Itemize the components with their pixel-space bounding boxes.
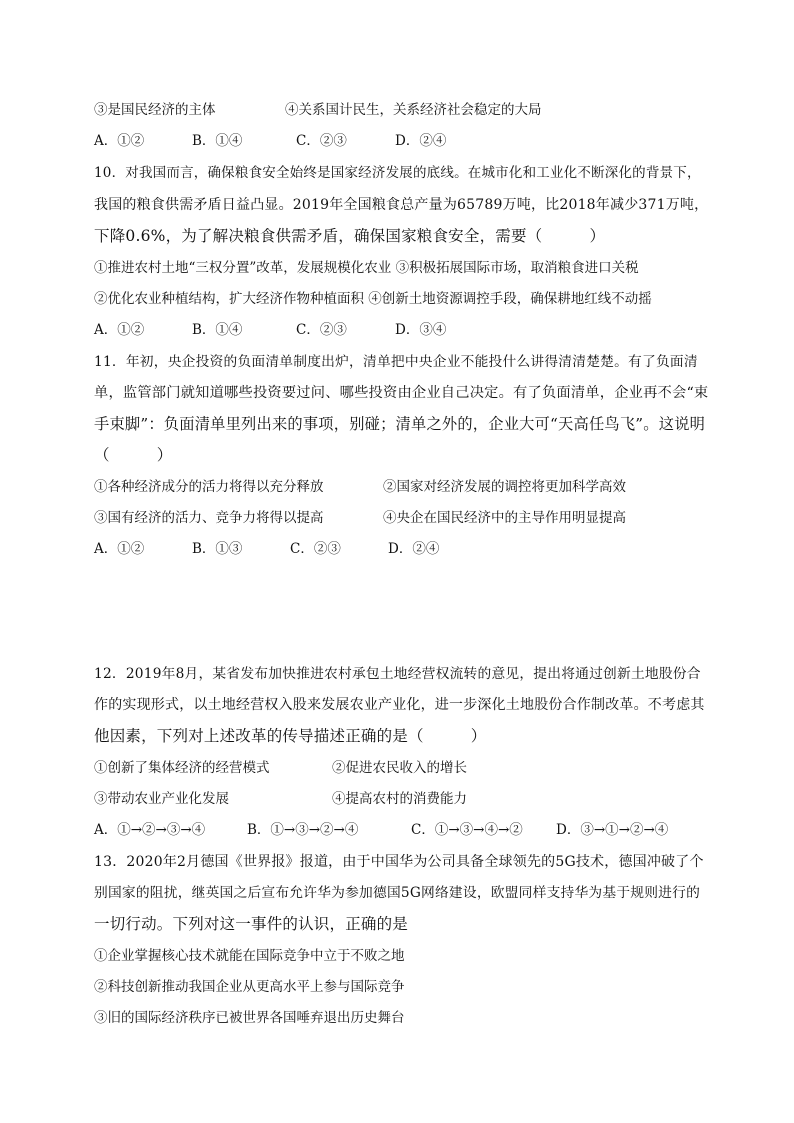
- q9-option-4: ④关系国计民生，关系经济社会稳定的大局: [285, 102, 542, 118]
- q12-stem-line-1: 12．2019年8月，某省发布加快推进农村承包土地经营权流转的意见，提出将通过创新土地股份合: [94, 666, 701, 682]
- q9-answer-b: B．①④: [192, 133, 243, 149]
- q11-option-2: ②国家对经济发展的调控将更加科学高效: [383, 479, 626, 495]
- q12-option-1: ①创新了集体经济的经营模式: [94, 760, 270, 776]
- q10-options-line-1: ①推进农村土地“三权分置”改革，发展规模化农业 ③积极拓展国际市场，取消粮食进口关税: [94, 260, 639, 276]
- q10-stem-line-3: 下降0.6%，为了解决粮食供需矛盾，确保国家粮食安全，需要（ ）: [94, 227, 606, 245]
- q9-option-3: ③是国民经济的主体: [94, 102, 216, 118]
- q12-option-4: ④提高农村的消费能力: [332, 791, 467, 807]
- q12-answer-a: A．①→②→③→④: [94, 822, 206, 838]
- q12-option-2: ②促进农民收入的增长: [332, 760, 467, 776]
- q12-answer-c: C．①→③→④→②: [411, 822, 523, 838]
- q11-answer-b: B．①③: [192, 541, 243, 557]
- q11-answer-a: A．①②: [94, 541, 145, 557]
- q11-answer-c: C．②③: [290, 541, 341, 557]
- q9-answer-c: C．②③: [296, 133, 347, 149]
- q9-answer-a: A．①②: [94, 133, 145, 149]
- q12-answer-d: D．③→①→②→④: [556, 822, 669, 838]
- q12-stem-line-2: 作的实现形式，以土地经营权入股来发展农业产业化，进一步深化土地股份合作制改革。不考虑其: [94, 697, 705, 713]
- q13-stem-line-1: 13．2020年2月德国《世界报》报道，由于中国华为公司具备全球领先的5G技术，德国冲破了个: [94, 854, 704, 870]
- q10-stem-line-1: 10．对我国而言，确保粮食安全始终是国家经济发展的底线。在城市化和工业化不断深化的背景下，: [94, 165, 701, 181]
- q11-option-1: ①各种经济成分的活力将得以充分释放: [94, 479, 324, 495]
- q10-options-line-2: ②优化农业种植结构，扩大经济作物种植面积 ④创新土地资源调控手段，确保耕地红线不动摇: [94, 291, 652, 307]
- q12-option-3: ③带动农业产业化发展: [94, 791, 229, 807]
- q11-stem-line-3: 手束脚”：负面清单里列出来的事项，别碰；清单之外的，企业大可“天高任鸟飞”。这说明: [94, 415, 706, 433]
- q11-answer-d: D．②④: [388, 541, 440, 557]
- q11-option-3: ③国有经济的活力、竞争力将得以提高: [94, 510, 324, 526]
- q13-option-3: ③旧的国际经济秩序已被世界各国唾弃退出历史舞台: [94, 1010, 405, 1026]
- q10-answer-a: A．①②: [94, 322, 145, 338]
- q13-option-2: ②科技创新推动我国企业从更高水平上参与国际竞争: [94, 979, 405, 995]
- q13-stem-line-2: 别国家的阻扰，继英国之后宣布允许华为参加德国5G网络建设，欧盟同样支持华为基于规则进行的: [94, 885, 701, 901]
- q13-option-1: ①企业掌握核心技术就能在国际竞争中立于不败之地: [94, 948, 405, 964]
- q10-answer-d: D．③④: [395, 322, 447, 338]
- q11-stem-line-1: 11．年初，央企投资的负面清单制度出炉，清单把中央企业不能投什么讲得清清楚楚。有了负面清: [94, 354, 698, 370]
- q12-stem-line-3: 他因素，下列对上述改革的传导描述正确的是（ ）: [94, 727, 487, 745]
- q11-stem-line-4: （ ）: [94, 446, 173, 464]
- q10-answer-b: B．①④: [192, 322, 243, 338]
- q11-option-4: ④央企在国民经济中的主导作用明显提高: [383, 510, 626, 526]
- q9-answer-d: D．②④: [395, 133, 447, 149]
- q10-answer-c: C．②③: [296, 322, 347, 338]
- q10-stem-line-2: 我国的粮食供需矛盾日益凸显。2019年全国粮食总产量为65789万吨，比2018年减少371万吨，: [94, 197, 709, 213]
- q12-answer-b: B．①→③→②→④: [247, 822, 359, 838]
- q13-stem-line-3: 一切行动。下列对这一事件的认识，正确的是: [94, 915, 409, 933]
- q11-stem-line-2: 单，监管部门就知道哪些投资要过问、哪些投资由企业自己决定。有了负面清单，企业再不会“束: [94, 385, 709, 401]
